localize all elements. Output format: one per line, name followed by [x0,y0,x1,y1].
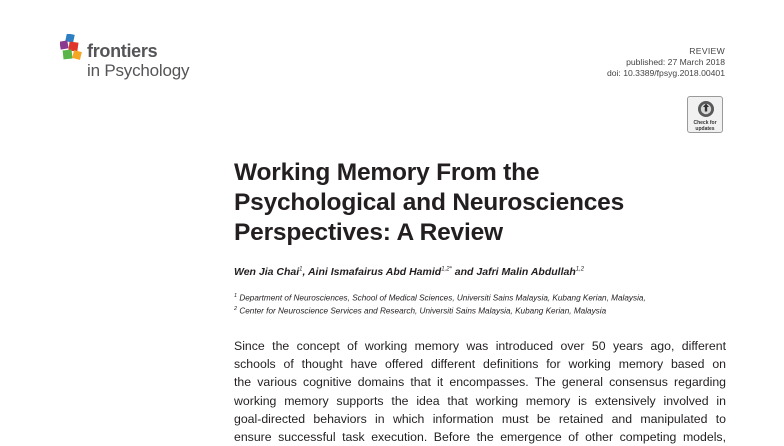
abstract-line: ensure successful task execution. Before the emergence of other competing models, [234,430,726,445]
article-title [234,158,734,248]
abstract-line: goal-directed behaviors in which information must be retained and manipulated to [234,411,726,426]
abstract-line: Since the concept of working memory was introduced over 50 years ago, different [234,339,726,353]
abstract-line: the various cognitive domains that it encompasses. The general consensus regarding [234,375,726,390]
published-date: published: 27 March 2018 [626,57,725,67]
author-affil-sup: 1 [299,266,303,273]
author-separator: , [302,266,308,278]
author-affil-sup: 1,2 [575,266,585,273]
author-name[interactable]: Jafri Malin Abdullah [476,266,576,278]
frontiers-logo-icon [60,34,86,64]
article-meta [607,46,725,79]
check-for-updates-button[interactable] [687,96,723,133]
logo-text-frontiers: frontiers [87,41,158,61]
author-name[interactable]: Wen Jia Chai [234,266,300,278]
refresh-badge-icon [697,99,715,119]
affiliation-number: 2 [234,306,238,312]
affiliation-text: Center for Neuroscience Services and Research, Universiti Sains Malaysia, Kubang Kerian, Malaysia [237,306,607,316]
affiliation [234,306,606,316]
abstract [234,337,726,446]
affiliation-text: Department of Neurosciences, School of Medical Sciences, Universiti Sains Malaysia, Kubang Kerian, Malaysia, [237,293,646,303]
title-line: Psychological and Neurosciences [234,189,625,216]
article-type: REVIEW [689,46,725,56]
doi[interactable]: doi: 10.3389/fpsyg.2018.00401 [606,68,725,78]
author-separator: and [451,266,477,278]
title-line: Working Memory From the [234,159,540,186]
title-line: Perspectives: A Review [234,219,503,246]
abstract-line: working memory supports the idea that working memory is extensively involved in [234,393,726,408]
check-for-updates-label: Check for updates [693,120,717,132]
abstract-line: schools of thought have offered different definitions for working memory based on [234,357,726,372]
author-affil-sup: 1,2* [441,266,452,273]
author-name[interactable]: Aini Ismafairus Abd Hamid [307,266,442,278]
logo-text-journal: in Psychology [87,61,190,80]
affiliation [234,293,646,303]
journal-logo [60,34,210,82]
author-list [234,266,584,278]
affiliation-number: 1 [234,293,238,299]
